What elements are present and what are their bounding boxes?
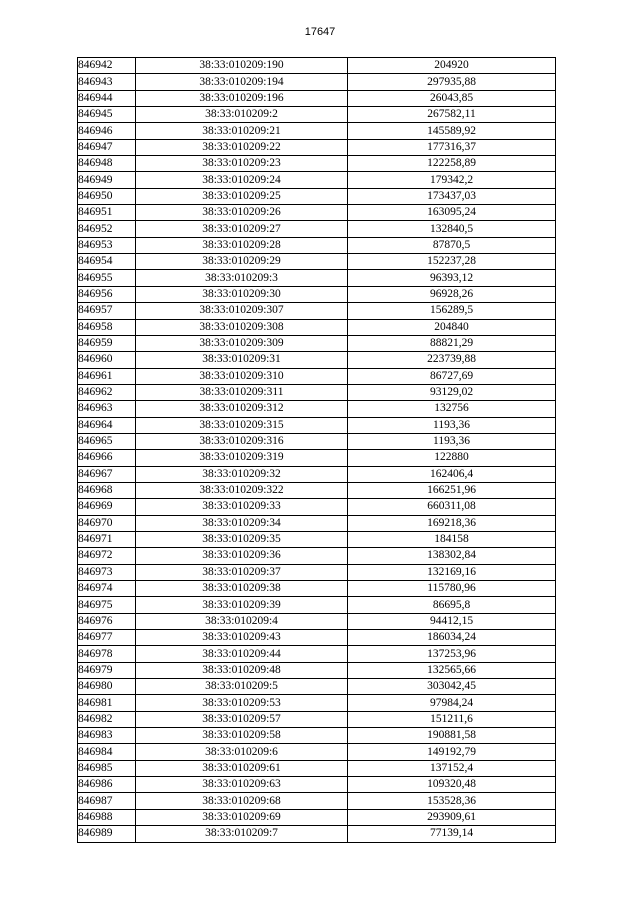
value-cell: 660311,08 (348, 499, 556, 515)
value-cell: 179342,2 (348, 172, 556, 188)
page-number: 17647 (304, 26, 336, 38)
cadastral-number-cell: 38:33:010209:312 (136, 401, 348, 417)
value-cell: 297935,88 (348, 74, 556, 90)
value-cell: 115780,96 (348, 581, 556, 597)
record-id-cell: 846972 (78, 548, 136, 564)
record-id-cell: 846946 (78, 123, 136, 139)
table-row (78, 58, 556, 74)
value-cell: 173437,03 (348, 188, 556, 204)
value-cell: 177316,37 (348, 139, 556, 155)
record-id-cell: 846981 (78, 695, 136, 711)
cadastral-number-cell: 38:33:010209:6 (136, 744, 348, 760)
cadastral-number-cell: 38:33:010209:190 (136, 58, 348, 74)
table-row (78, 172, 556, 188)
table-row (78, 90, 556, 106)
table-row (78, 237, 556, 253)
record-id-cell: 846977 (78, 630, 136, 646)
value-cell: 109320,48 (348, 777, 556, 793)
record-id-cell: 846969 (78, 499, 136, 515)
cadastral-number-cell: 38:33:010209:38 (136, 581, 348, 597)
value-cell: 97984,24 (348, 695, 556, 711)
value-cell: 94412,15 (348, 613, 556, 629)
record-id-cell: 846964 (78, 417, 136, 433)
value-cell: 132756 (348, 401, 556, 417)
cadastral-number-cell: 38:33:010209:319 (136, 450, 348, 466)
value-cell: 87870,5 (348, 237, 556, 253)
table-row (78, 630, 556, 646)
table-row (78, 777, 556, 793)
cadastral-number-cell: 38:33:010209:23 (136, 156, 348, 172)
table-row (78, 401, 556, 417)
table-row (78, 809, 556, 825)
record-id-cell: 846960 (78, 352, 136, 368)
record-id-cell: 846973 (78, 564, 136, 580)
record-id-cell: 846953 (78, 237, 136, 253)
record-id-cell: 846957 (78, 303, 136, 319)
value-cell: 88821,29 (348, 335, 556, 351)
record-id-cell: 846979 (78, 662, 136, 678)
table-row (78, 793, 556, 809)
record-id-cell: 846985 (78, 760, 136, 776)
cadastral-number-cell: 38:33:010209:25 (136, 188, 348, 204)
record-id-cell: 846967 (78, 466, 136, 482)
value-cell: 152237,28 (348, 254, 556, 270)
record-id-cell: 846970 (78, 515, 136, 531)
record-id-cell: 846971 (78, 531, 136, 547)
table-row (78, 450, 556, 466)
cadastral-number-cell: 38:33:010209:7 (136, 826, 348, 842)
record-id-cell: 846955 (78, 270, 136, 286)
value-cell: 86727,69 (348, 368, 556, 384)
cadastral-number-cell: 38:33:010209:57 (136, 711, 348, 727)
value-cell: 156289,5 (348, 303, 556, 319)
table-row (78, 711, 556, 727)
table-row (78, 221, 556, 237)
record-id-cell: 846987 (78, 793, 136, 809)
value-cell: 138302,84 (348, 548, 556, 564)
value-cell: 77139,14 (348, 826, 556, 842)
record-id-cell: 846982 (78, 711, 136, 727)
table-row (78, 433, 556, 449)
cadastral-number-cell: 38:33:010209:68 (136, 793, 348, 809)
record-id-cell: 846944 (78, 90, 136, 106)
cadastral-number-cell: 38:33:010209:58 (136, 728, 348, 744)
value-cell: 137253,96 (348, 646, 556, 662)
cadastral-number-cell: 38:33:010209:29 (136, 254, 348, 270)
table-body (78, 58, 556, 843)
table-row (78, 548, 556, 564)
cadastral-number-cell: 38:33:010209:3 (136, 270, 348, 286)
value-cell: 149192,79 (348, 744, 556, 760)
cadastral-number-cell: 38:33:010209:309 (136, 335, 348, 351)
cadastral-number-cell: 38:33:010209:311 (136, 384, 348, 400)
table-row (78, 303, 556, 319)
record-id-cell: 846963 (78, 401, 136, 417)
table-row (78, 515, 556, 531)
value-cell: 132840,5 (348, 221, 556, 237)
record-id-cell: 846966 (78, 450, 136, 466)
table-row (78, 254, 556, 270)
record-id-cell: 846951 (78, 205, 136, 221)
table-row (78, 123, 556, 139)
record-id-cell: 846984 (78, 744, 136, 760)
cadastral-number-cell: 38:33:010209:28 (136, 237, 348, 253)
table-row (78, 335, 556, 351)
record-id-cell: 846983 (78, 728, 136, 744)
value-cell: 122258,89 (348, 156, 556, 172)
table-row (78, 482, 556, 498)
record-id-cell: 846976 (78, 613, 136, 629)
cadastral-number-cell: 38:33:010209:310 (136, 368, 348, 384)
value-cell: 1193,36 (348, 433, 556, 449)
cadastral-number-cell: 38:33:010209:21 (136, 123, 348, 139)
record-id-cell: 846949 (78, 172, 136, 188)
record-id-cell: 846948 (78, 156, 136, 172)
record-id-cell: 846968 (78, 482, 136, 498)
cadastral-number-cell: 38:33:010209:63 (136, 777, 348, 793)
table-row (78, 597, 556, 613)
cadastral-number-cell: 38:33:010209:2 (136, 107, 348, 123)
cadastral-number-cell: 38:33:010209:43 (136, 630, 348, 646)
table-row (78, 646, 556, 662)
cadastral-number-cell: 38:33:010209:5 (136, 679, 348, 695)
record-id-cell: 846942 (78, 58, 136, 74)
table-row (78, 531, 556, 547)
record-id-cell: 846965 (78, 433, 136, 449)
value-cell: 132565,66 (348, 662, 556, 678)
record-id-cell: 846958 (78, 319, 136, 335)
table-row (78, 319, 556, 335)
cadastral-number-cell: 38:33:010209:27 (136, 221, 348, 237)
table-row (78, 744, 556, 760)
record-id-cell: 846945 (78, 107, 136, 123)
cadastral-number-cell: 38:33:010209:39 (136, 597, 348, 613)
cadastral-number-cell: 38:33:010209:4 (136, 613, 348, 629)
table-row (78, 466, 556, 482)
value-cell: 169218,36 (348, 515, 556, 531)
value-cell: 153528,36 (348, 793, 556, 809)
record-id-cell: 846989 (78, 826, 136, 842)
table-row (78, 368, 556, 384)
cadastral-number-cell: 38:33:010209:48 (136, 662, 348, 678)
record-id-cell: 846959 (78, 335, 136, 351)
value-cell: 26043,85 (348, 90, 556, 106)
record-id-cell: 846988 (78, 809, 136, 825)
table-row (78, 270, 556, 286)
table-row (78, 679, 556, 695)
value-cell: 204920 (348, 58, 556, 74)
table-row (78, 695, 556, 711)
cadastral-number-cell: 38:33:010209:24 (136, 172, 348, 188)
cadastral-number-cell: 38:33:010209:26 (136, 205, 348, 221)
table-row (78, 564, 556, 580)
value-cell: 303042,45 (348, 679, 556, 695)
value-cell: 204840 (348, 319, 556, 335)
value-cell: 186034,24 (348, 630, 556, 646)
cadastral-number-cell: 38:33:010209:196 (136, 90, 348, 106)
cadastral-number-cell: 38:33:010209:34 (136, 515, 348, 531)
value-cell: 184158 (348, 531, 556, 547)
value-cell: 137152,4 (348, 760, 556, 776)
table-row (78, 613, 556, 629)
table-row (78, 188, 556, 204)
value-cell: 163095,24 (348, 205, 556, 221)
record-id-cell: 846952 (78, 221, 136, 237)
record-id-cell: 846961 (78, 368, 136, 384)
cadastral-number-cell: 38:33:010209:53 (136, 695, 348, 711)
cadastral-number-cell: 38:33:010209:316 (136, 433, 348, 449)
value-cell: 293909,61 (348, 809, 556, 825)
table-row (78, 139, 556, 155)
cadastral-number-cell: 38:33:010209:37 (136, 564, 348, 580)
cadastral-number-cell: 38:33:010209:194 (136, 74, 348, 90)
table-row (78, 826, 556, 842)
value-cell: 96928,26 (348, 286, 556, 302)
value-cell: 86695,8 (348, 597, 556, 613)
cadastral-number-cell: 38:33:010209:315 (136, 417, 348, 433)
record-id-cell: 846950 (78, 188, 136, 204)
value-cell: 96393,12 (348, 270, 556, 286)
record-id-cell: 846980 (78, 679, 136, 695)
cadastral-number-cell: 38:33:010209:30 (136, 286, 348, 302)
value-cell: 93129,02 (348, 384, 556, 400)
table-row (78, 662, 556, 678)
value-cell: 151211,6 (348, 711, 556, 727)
cadastral-number-cell: 38:33:010209:33 (136, 499, 348, 515)
value-cell: 162406,4 (348, 466, 556, 482)
cadastral-number-cell: 38:33:010209:32 (136, 466, 348, 482)
record-id-cell: 846943 (78, 74, 136, 90)
record-id-cell: 846986 (78, 777, 136, 793)
value-cell: 190881,58 (348, 728, 556, 744)
cadastral-number-cell: 38:33:010209:307 (136, 303, 348, 319)
cadastral-number-cell: 38:33:010209:322 (136, 482, 348, 498)
value-cell: 223739,88 (348, 352, 556, 368)
data-table (77, 57, 556, 843)
cadastral-number-cell: 38:33:010209:44 (136, 646, 348, 662)
cadastral-number-cell: 38:33:010209:22 (136, 139, 348, 155)
cadastral-number-cell: 38:33:010209:308 (136, 319, 348, 335)
record-id-cell: 846962 (78, 384, 136, 400)
table-row (78, 499, 556, 515)
table-row (78, 384, 556, 400)
table-row (78, 205, 556, 221)
value-cell: 145589,92 (348, 123, 556, 139)
cadastral-number-cell: 38:33:010209:69 (136, 809, 348, 825)
record-id-cell: 846956 (78, 286, 136, 302)
cadastral-number-cell: 38:33:010209:31 (136, 352, 348, 368)
table-row (78, 417, 556, 433)
table-row (78, 581, 556, 597)
record-id-cell: 846975 (78, 597, 136, 613)
table-row (78, 107, 556, 123)
table-row (78, 760, 556, 776)
table-row (78, 728, 556, 744)
record-id-cell: 846954 (78, 254, 136, 270)
record-id-cell: 846974 (78, 581, 136, 597)
cadastral-number-cell: 38:33:010209:61 (136, 760, 348, 776)
table-row (78, 286, 556, 302)
value-cell: 122880 (348, 450, 556, 466)
value-cell: 132169,16 (348, 564, 556, 580)
value-cell: 166251,96 (348, 482, 556, 498)
record-id-cell: 846947 (78, 139, 136, 155)
cadastral-number-cell: 38:33:010209:36 (136, 548, 348, 564)
value-cell: 1193,36 (348, 417, 556, 433)
table-row (78, 156, 556, 172)
value-cell: 267582,11 (348, 107, 556, 123)
cadastral-number-cell: 38:33:010209:35 (136, 531, 348, 547)
table-row (78, 74, 556, 90)
table-row (78, 352, 556, 368)
record-id-cell: 846978 (78, 646, 136, 662)
